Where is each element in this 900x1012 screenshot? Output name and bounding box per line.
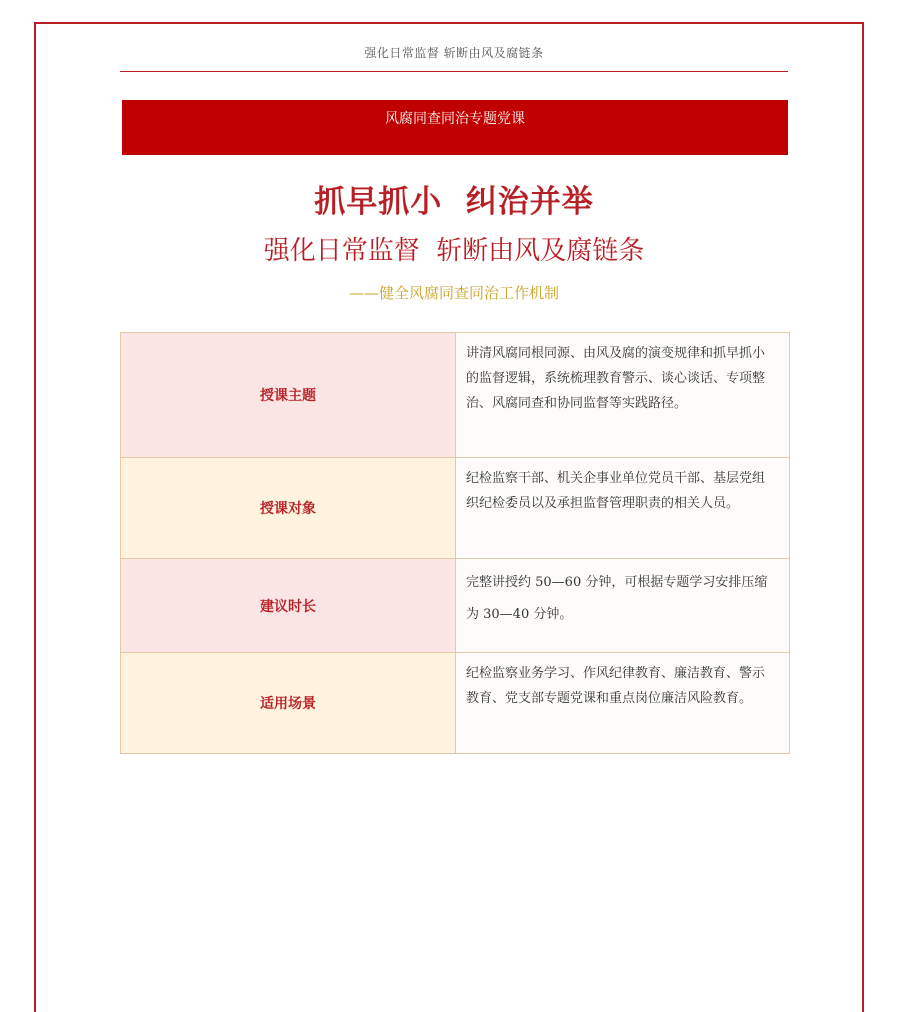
row-value-scenario: 纪检监察业务学习、作风纪律教育、廉洁教育、警示教育、党支部专题党课和重点岗位廉洁风险教育。 <box>456 653 790 754</box>
row-label-topic: 授课主题 <box>121 333 456 458</box>
banner-title: 风腐同查同治专题党课 <box>385 111 525 127</box>
row-label-duration: 建议时长 <box>121 559 456 653</box>
table-row <box>121 333 790 458</box>
row-label-audience: 授课对象 <box>121 458 456 559</box>
header-rule <box>120 71 788 72</box>
table-row <box>121 559 790 653</box>
row-value-topic: 讲清风腐同根同源、由风及腐的演变规律和抓早抓小的监督逻辑，系统梳理教育警示、谈心谈话、专项整治、风腐同查和协同监督等实践路径。 <box>456 333 790 458</box>
page-title: 抓早抓小 纠治并举 <box>314 184 594 220</box>
running-header: 强化日常监督 斩断由风及腐链条 <box>364 46 544 60</box>
row-label-scenario: 适用场景 <box>121 653 456 754</box>
table-row <box>121 653 790 754</box>
page-subtitle: 强化日常监督 斩断由风及腐链条 <box>263 236 645 266</box>
row-value-audience: 纪检监察干部、机关企事业单位党员干部、基层党组织纪检委员以及承担监督管理职责的相关人员。 <box>456 458 790 559</box>
page-tagline: ——健全风腐同查同治工作机制 <box>348 284 559 302</box>
row-value-duration: 完整讲授约 50—60 分钟，可根据专题学习安排压缩为 30—40 分钟。 <box>456 559 790 653</box>
course-info-table <box>120 332 790 754</box>
banner <box>122 100 788 155</box>
table-row <box>121 458 790 559</box>
